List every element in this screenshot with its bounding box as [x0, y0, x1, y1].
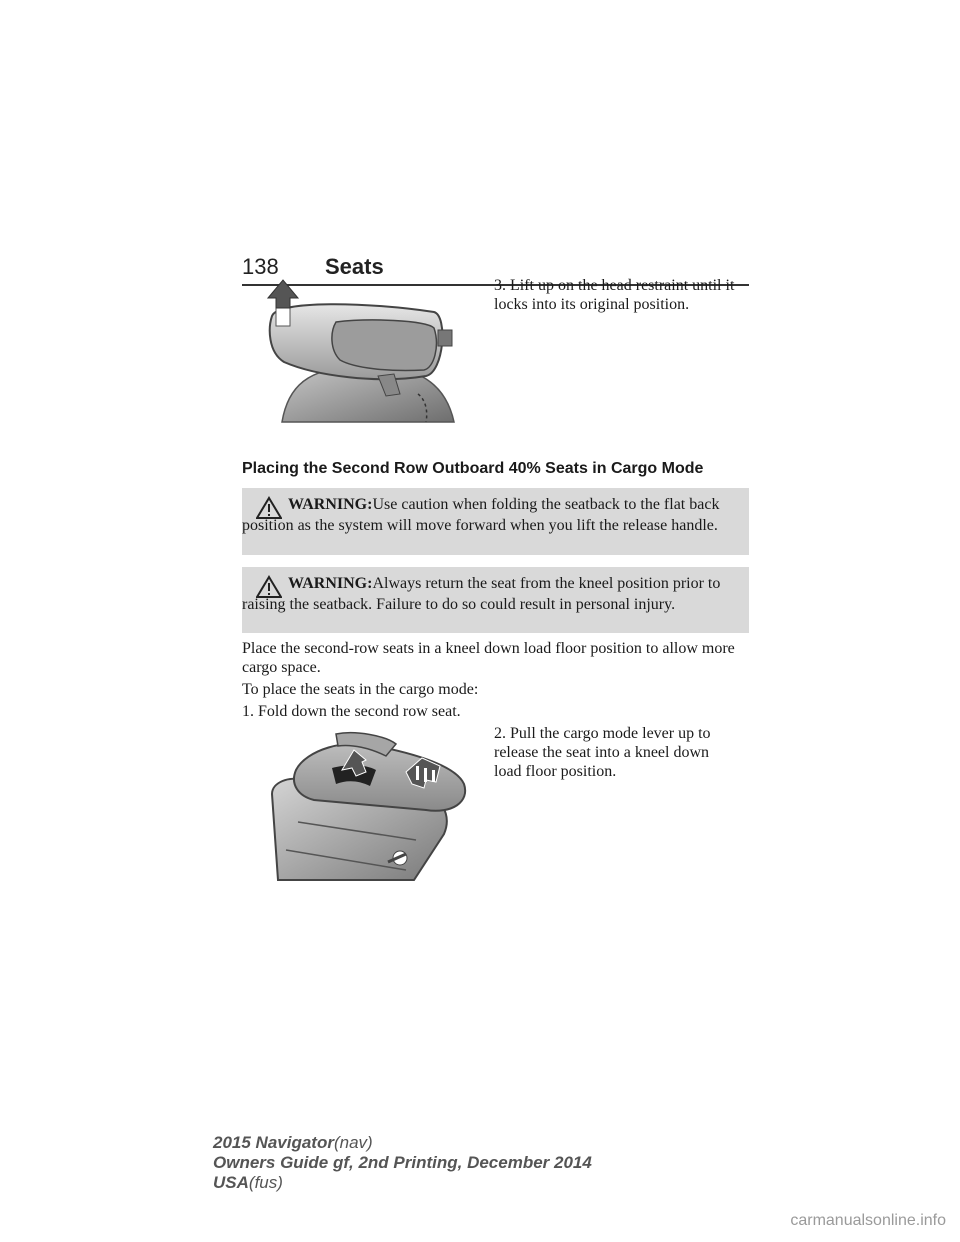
- footer-model-code: (nav): [333, 1133, 373, 1152]
- warning-1-label: WARNING:: [288, 496, 373, 513]
- warning-2-body: Always return the seat from the kneel position prior to raising the seatback. Failure to do so could result in personal injury.: [242, 575, 721, 613]
- warning-1-text: [242, 494, 741, 536]
- cargo-mode-heading: Placing the Second Row Outboard 40% Seats in Cargo Mode: [242, 460, 704, 477]
- step-2-text: 2. Pull the cargo mode lever up to release the seat into a kneel down load floor position.: [494, 725, 711, 780]
- footer-region: USA: [213, 1173, 249, 1192]
- warning-2-label: WARNING:: [288, 575, 373, 592]
- page-number: 138: [242, 254, 279, 279]
- warning-1-body: Use caution when folding the seatback to the flat back position as the system will move forward when you lift the release handle.: [242, 496, 720, 534]
- section-title: Seats: [325, 254, 384, 279]
- step-3-text: 3. Lift up on the head restraint until it locks into its original position.: [494, 277, 735, 313]
- warning-box-1: [242, 488, 749, 555]
- footer-line-3: [213, 1173, 283, 1193]
- kneel-paragraph: Place the second-row seats in a kneel down load floor position to allow more cargo space.: [242, 640, 735, 676]
- cargo-mode-intro: To place the seats in the cargo mode:: [242, 681, 479, 698]
- footer-line-1: [213, 1133, 373, 1153]
- head-restraint-illustration: [258, 276, 468, 424]
- warning-2-text: [242, 573, 741, 615]
- step-1-text: 1. Fold down the second row seat.: [242, 703, 461, 720]
- warning-triangle-icon: [256, 575, 282, 599]
- footer-region-code: (fus): [248, 1173, 283, 1192]
- warning-box-2: [242, 567, 749, 633]
- footer-model: 2015 Navigator: [213, 1133, 334, 1152]
- footer-line-2: Owners Guide gf, 2nd Printing, December 2014: [213, 1153, 592, 1172]
- cargo-mode-seat-illustration: [266, 730, 472, 882]
- watermark: carmanualsonline.info: [790, 1212, 946, 1229]
- warning-triangle-icon: [256, 496, 282, 520]
